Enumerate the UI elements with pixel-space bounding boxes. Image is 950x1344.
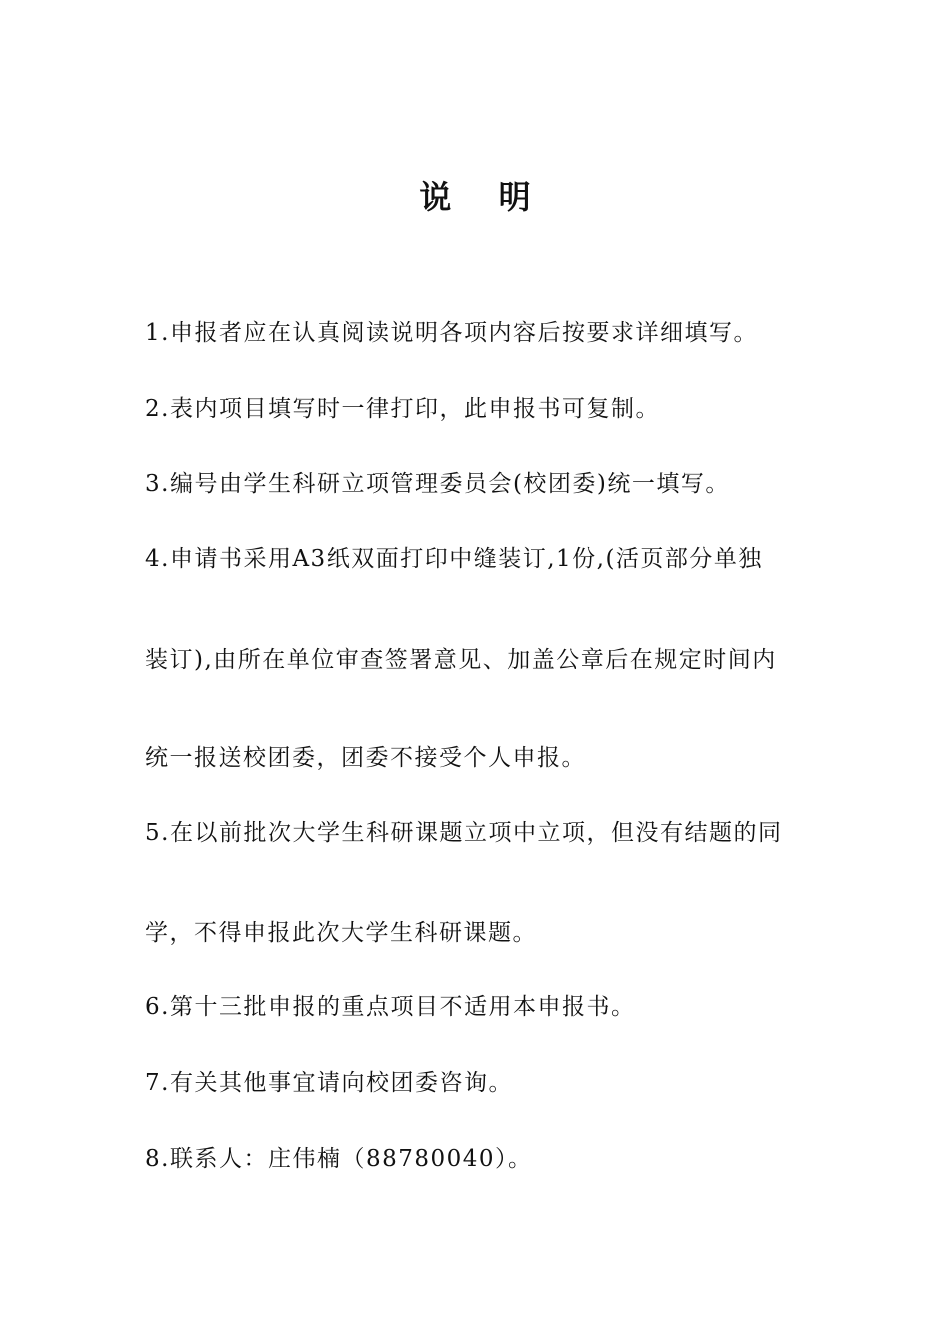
instruction-1: 1.申报者应在认真阅读说明各项内容后按要求详细填写。 [145,320,758,346]
instruction-6: 6.第十三批申报的重点项目不适用本申报书。 [145,994,636,1020]
instruction-5-line-1: 5.在以前批次大学生科研课题立项中立项，但没有结题的同 [145,820,783,846]
instruction-5-line-2: 学，不得申报此次大学生科研课题。 [145,920,537,946]
instruction-8-contact: 8.联系人：庄伟楠（88780040）。 [145,1146,533,1172]
instruction-4-line-2: 装订),由所在单位审查签署意见、加盖公章后在规定时间内 [145,647,777,673]
instruction-4-line-1: 4.申请书采用A3纸双面打印中缝装订,1份,(活页部分单独 [145,546,763,572]
instruction-3: 3.编号由学生科研立项管理委员会(校团委)统一填写。 [145,471,730,497]
instruction-4-line-3: 统一报送校团委，团委不接受个人申报。 [145,745,586,771]
instruction-7: 7.有关其他事宜请向校团委咨询。 [145,1070,513,1096]
instruction-2: 2.表内项目填写时一律打印，此申报书可复制。 [145,396,660,422]
page-title: 说 明 [419,178,549,216]
